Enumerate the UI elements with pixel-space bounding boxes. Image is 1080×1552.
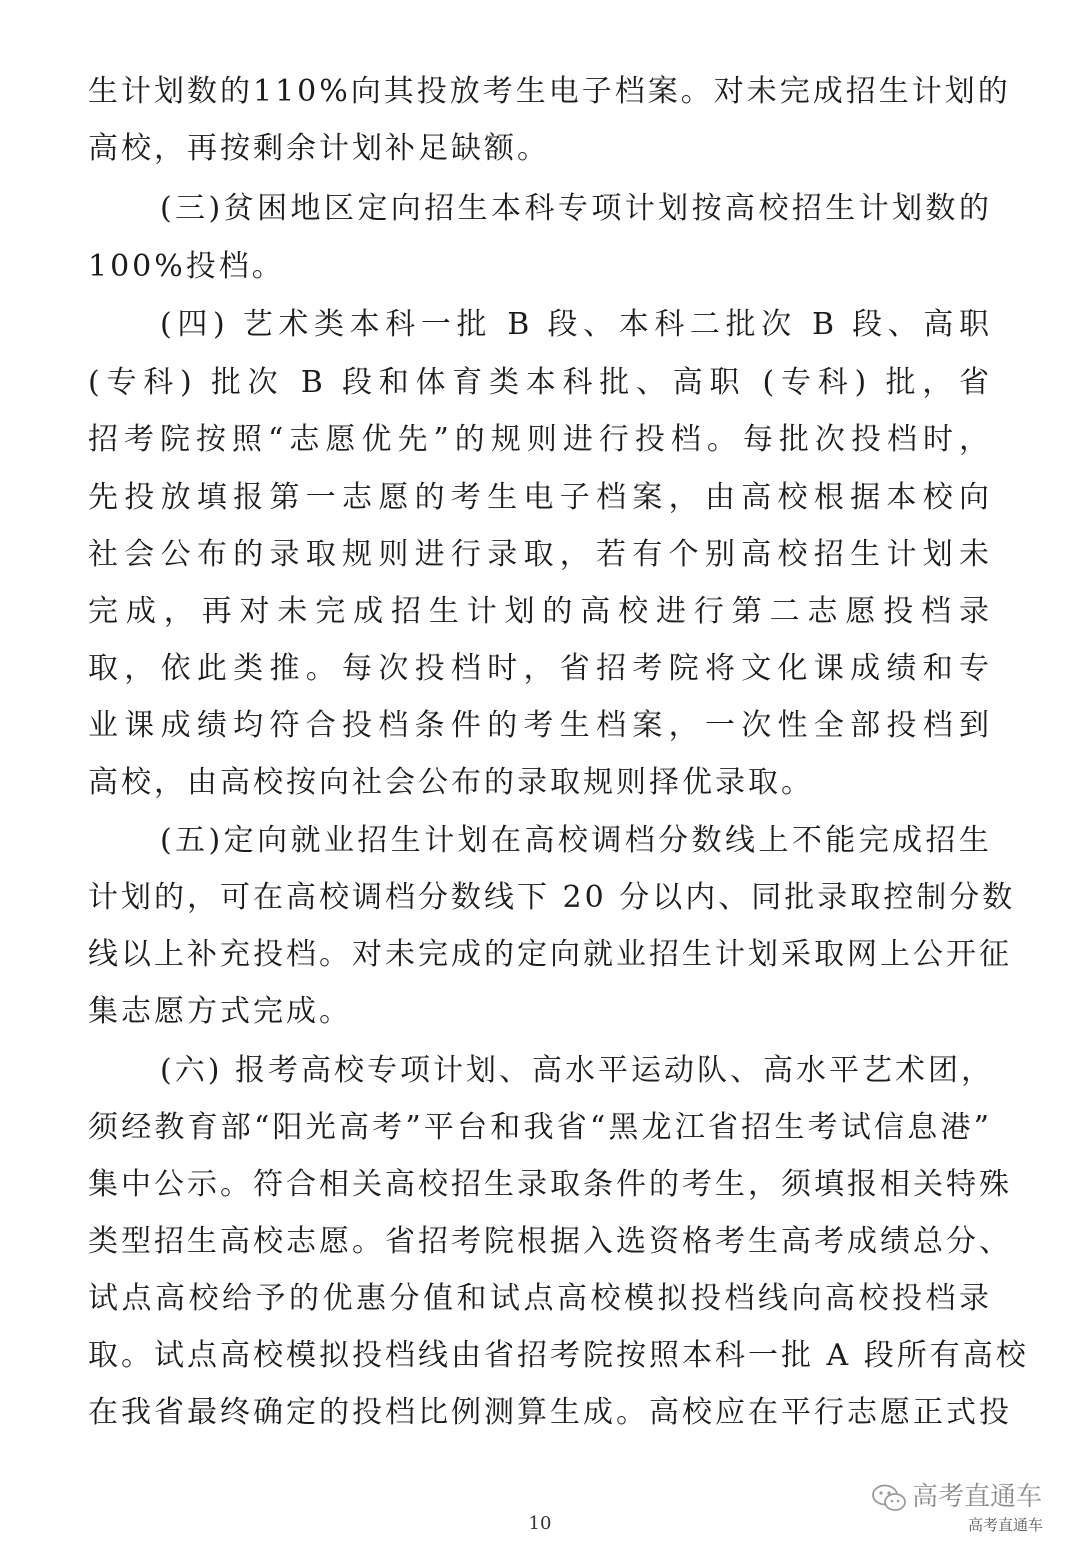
text-line: 100%投档。 bbox=[88, 249, 285, 284]
text-line: 试点高校给予的优惠分值和试点高校模拟投档线向高校投档录 bbox=[88, 1281, 992, 1316]
text-line: (五)定向就业招生计划在高校调档分数线上不能完成招生 bbox=[160, 823, 992, 858]
text-line: 完成，再对未完成招生计划的高校进行第二志愿投档录 bbox=[88, 594, 992, 629]
text-line: 在我省最终确定的投档比例测算生成。高校应在平行志愿正式投 bbox=[88, 1395, 1012, 1430]
text-line: (四) 艺术类本科一批 B 段、本科二批次 B 段、高职 bbox=[160, 307, 992, 342]
text-line: 先投放填报第一志愿的考生电子档案，由高校根据本校向 bbox=[88, 480, 992, 515]
watermark-title: 高考直通车 bbox=[912, 1482, 1043, 1512]
text-line: 计划的，可在高校调档分数线下 20 分以内、同批录取控制分数 bbox=[88, 880, 1016, 915]
text-line: 取。试点高校模拟投档线由省招考院按照本科一批 A 段所有高校 bbox=[88, 1338, 1029, 1373]
text-line: (六) 报考高校专项计划、高水平运动队、高水平艺术团， bbox=[160, 1053, 994, 1088]
text-line: 类型招生高校志愿。省招考院根据入选资格考生高考成绩总分、 bbox=[88, 1224, 1012, 1259]
text-line: (专科) 批次 B 段和体育类本科批、高职 (专科) 批，省 bbox=[88, 365, 992, 400]
page-number: 10 bbox=[528, 1513, 552, 1534]
text-line: 线以上补充投档。对未完成的定向就业招生计划采取网上公开征 bbox=[88, 937, 1012, 972]
text-line: 须经教育部“阳光高考”平台和我省“黑龙江省招生考试信息港” bbox=[88, 1110, 992, 1145]
text-line: 社会公布的录取规则进行录取，若有个别高校招生计划未 bbox=[88, 537, 992, 572]
text-line: 高校，由高校按向社会公布的录取规则择优录取。 bbox=[88, 765, 814, 800]
text-line: 生计划数的110%向其投放考生电子档案。对未完成招生计划的 bbox=[88, 74, 1011, 109]
watermark bbox=[872, 1478, 1062, 1538]
text-line: 业课成绩均符合投档条件的考生档案，一次性全部投档到 bbox=[88, 708, 992, 743]
text-line: 取，依此类推。每次投档时，省招考院将文化课成绩和专 bbox=[88, 651, 992, 686]
text-line: (三)贫困地区定向招生本科专项计划按高校招生计划数的 bbox=[160, 191, 992, 226]
text-line: 高校，再按剩余计划补足缺额。 bbox=[88, 131, 550, 166]
text-line: 招考院按照“志愿优先”的规则进行投档。每批次投档时， bbox=[88, 422, 992, 457]
watermark-subtitle: 高考直通车 bbox=[968, 1516, 1044, 1534]
wechat-icon bbox=[872, 1484, 906, 1512]
text-line: 集中公示。符合相关高校招生录取条件的考生，须填报相关特殊 bbox=[88, 1167, 1012, 1202]
text-line: 集志愿方式完成。 bbox=[88, 994, 352, 1029]
